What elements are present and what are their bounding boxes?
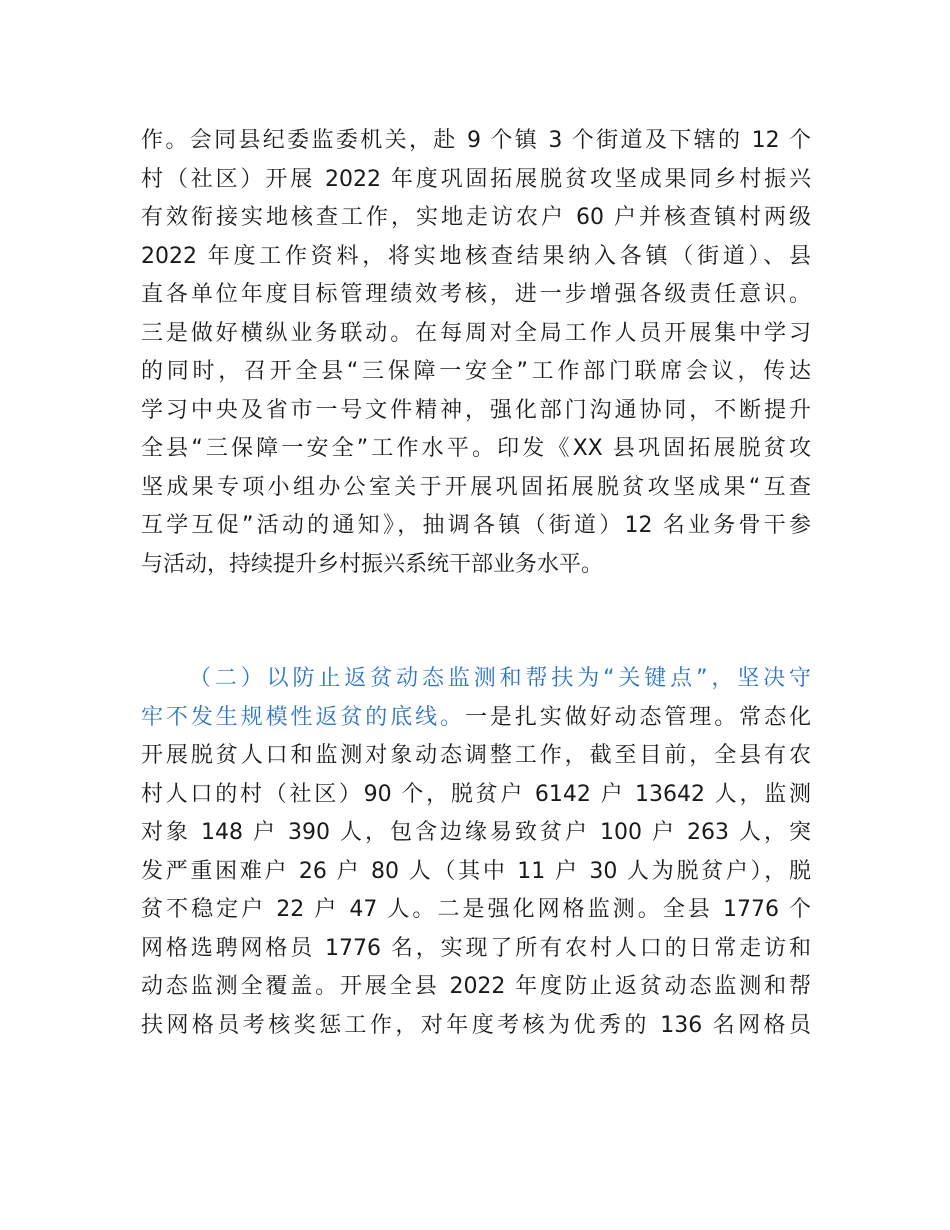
text-line: 坚成果专项小组办公室关于开展巩固拓展脱贫攻坚成果“互查 <box>141 474 811 500</box>
paragraph-dynamic-monitoring <box>141 660 811 1045</box>
text-line: 发严重困难户 26 户 80 人（其中 11 户 30 人为脱贫户），脱 <box>141 858 811 884</box>
text-line: 对象 148 户 390 人，包含边缘易致贫户 100 户 263 人，突 <box>141 820 811 845</box>
text-line: 学习中央及省市一号文件精神，强化部门沟通协同，不断提升 <box>141 397 811 423</box>
text-line: 全县“三保障一安全”工作水平。印发《XX 县巩固拓展脱贫攻 <box>141 436 811 461</box>
text-line: 直各单位年度目标管理绩效考核，进一步增强各级责任意识。 <box>141 282 811 307</box>
text-run: 一是扎实做好动态管理。常态化 <box>465 704 811 730</box>
text-line: 贫不稳定户 22 户 47 人。二是强化网格监测。全县 1776 个 <box>141 897 811 922</box>
text-line: 与活动，持续提升乡村振兴系统干部业务水平。 <box>141 551 604 577</box>
paragraph-work-summary <box>141 122 811 584</box>
text-line: 开展脱贫人口和监测对象动态调整工作，截至目前，全县有农 <box>141 743 811 768</box>
text-line: 有效衔接实地核查工作，实地走访农户 60 户并核查镇村两级 <box>141 205 811 230</box>
section-heading-line: （二）以防止返贫动态监测和帮扶为“关键点”，坚决守 <box>189 666 811 691</box>
text-line: 作。会同县纪委监委机关，赴 9 个镇 3 个街道及下辖的 12 个 <box>141 128 811 153</box>
text-line: 网格选聘网格员 1776 名，实现了所有农村人口的日常走访和 <box>141 935 811 961</box>
text-line: 动态监测全覆盖。开展全县 2022 年度防止返贫动态监测和帮 <box>141 974 811 999</box>
section-heading-continuation <box>141 699 811 738</box>
text-line: 村人口的村（社区）90 个，脱贫户 6142 户 13642 人，监测 <box>141 781 811 807</box>
text-line: 三是做好横纵业务联动。在每周对全局工作人员开展集中学习 <box>141 320 811 346</box>
text-line: 2022 年度工作资料，将实地核查结果纳入各镇（街道）、县 <box>141 243 811 269</box>
text-line: 互学互促”活动的通知》，抽调各镇（街道）12 名业务骨干参 <box>141 513 811 538</box>
text-line: 的同时，召开全县“三保障一安全”工作部门联席会议，传达 <box>141 359 811 384</box>
text-line: 村（社区）开展 2022 年度巩固拓展脱贫攻坚成果同乡村振兴 <box>141 166 811 192</box>
text-line: 扶网格员考核奖惩工作，对年度考核为优秀的 136 名网格员 <box>141 1012 811 1038</box>
section-heading-tail: 牢不发生规模性返贫的底线。 <box>141 704 465 730</box>
